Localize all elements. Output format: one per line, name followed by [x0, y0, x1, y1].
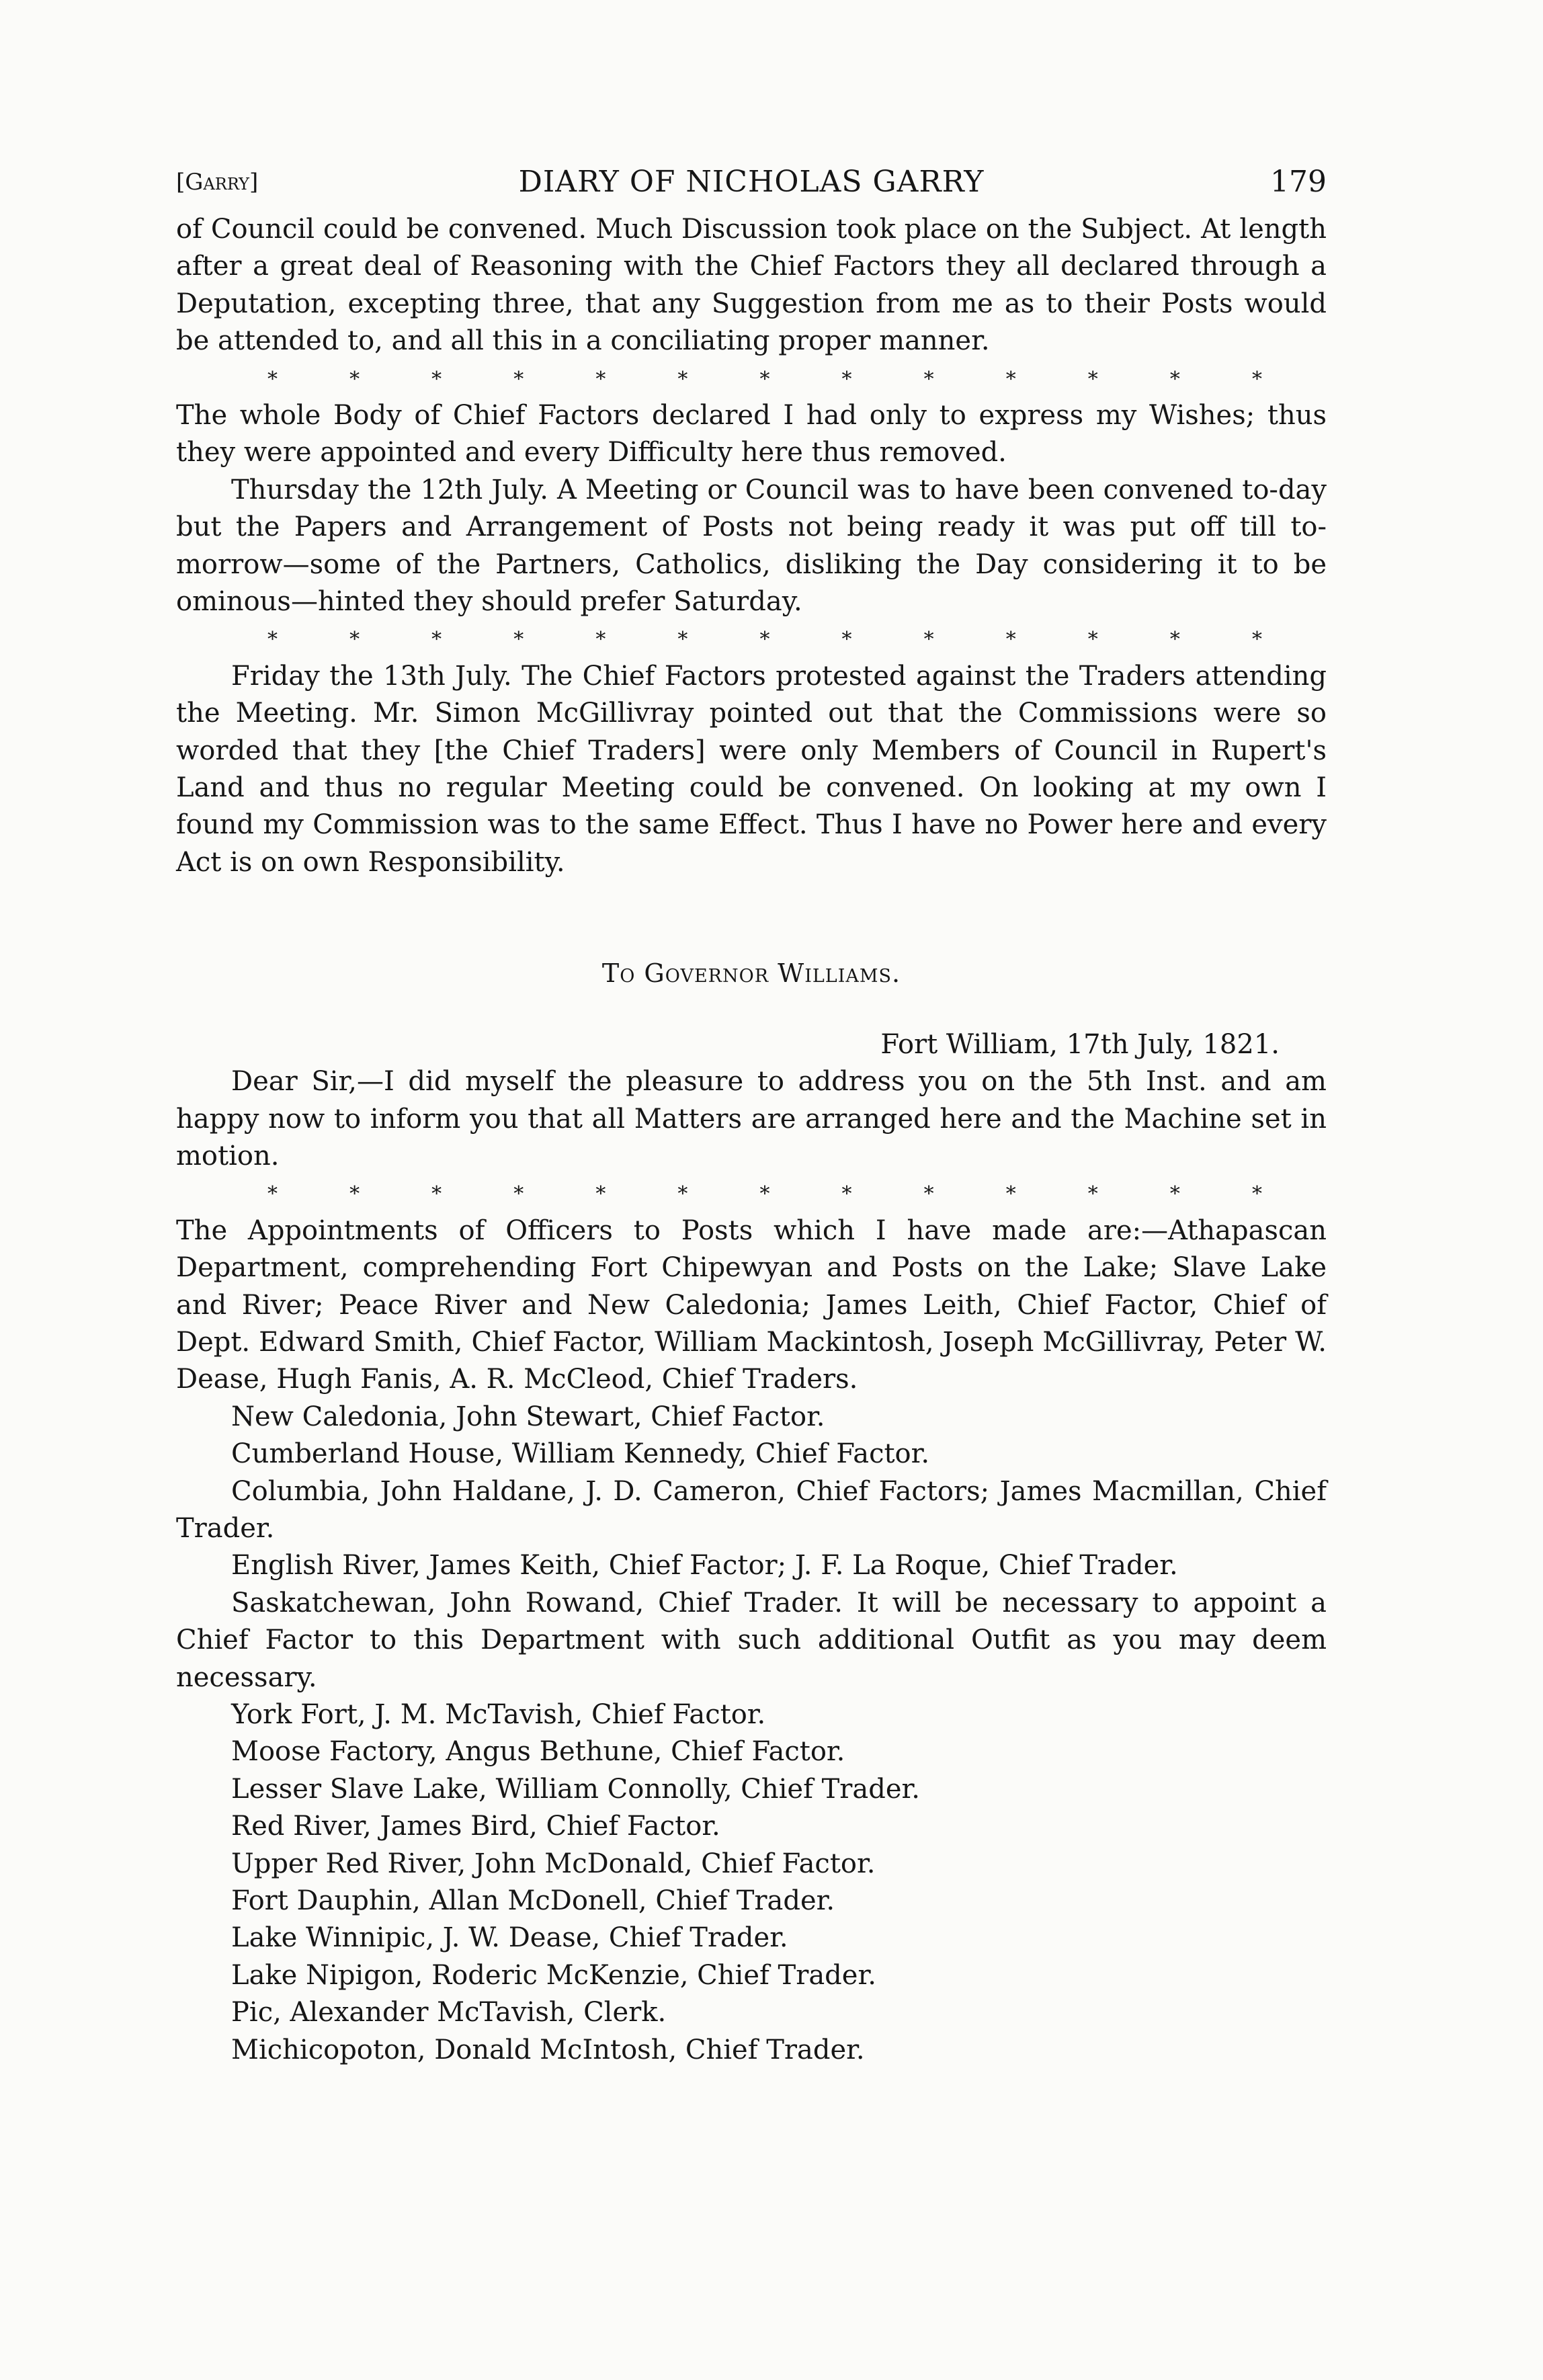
asterisk: *: [1169, 1182, 1180, 1206]
asterisk: *: [1251, 628, 1262, 652]
letter-dateline: Fort William, 17th July, 1821.: [880, 1028, 1280, 1060]
asterisk: *: [513, 367, 524, 391]
asterisk: *: [267, 367, 278, 391]
asterisk: *: [841, 367, 852, 391]
header-left-tag: [Garry]: [176, 169, 259, 196]
paragraph-wishes: The whole Body of Chief Factors declared I had only to express my Wishes; thus they were appointed and every Difficulty here thus removed.: [176, 400, 1327, 468]
asterisk: *: [1169, 367, 1180, 391]
list-item: Red River, James Bird, Chief Factor.: [231, 1811, 720, 1842]
asterisk: *: [1169, 628, 1180, 652]
asterisk: *: [1005, 367, 1016, 391]
asterisk: *: [677, 628, 688, 652]
list-item: Pic, Alexander McTavish, Clerk.: [231, 1997, 667, 2028]
asterisk-divider: [267, 360, 1262, 397]
list-item: New Caledonia, John Stewart, Chief Factor.: [231, 1401, 825, 1432]
list-item: Lake Nipigon, Roderic McKenzie, Chief Trader.: [231, 1959, 876, 1991]
asterisk: *: [513, 628, 524, 652]
asterisk-divider: [267, 1175, 1262, 1212]
asterisk: *: [431, 628, 442, 652]
running-title: DIARY OF NICHOLAS GARRY: [518, 165, 985, 199]
asterisk: *: [513, 1182, 524, 1206]
asterisk: *: [1251, 1182, 1262, 1206]
asterisk: *: [1251, 367, 1262, 391]
asterisk: *: [923, 1182, 934, 1206]
list-item: Lake Winnipic, J. W. Dease, Chief Trader.: [231, 1922, 788, 1954]
asterisk: *: [431, 1182, 442, 1206]
asterisk-divider: [267, 620, 1262, 657]
letter-heading: To Governor Williams.: [601, 958, 901, 989]
asterisk: *: [349, 367, 360, 391]
appointments-list: [176, 1399, 1327, 2069]
asterisk: *: [349, 628, 360, 652]
asterisk: *: [595, 367, 606, 391]
list-item: Moose Factory, Angus Bethune, Chief Factor.: [231, 1736, 845, 1768]
book-page: [176, 160, 1327, 2069]
asterisk: *: [759, 628, 770, 652]
asterisk: *: [431, 367, 442, 391]
running-header: [176, 160, 1327, 204]
list-item: Saskatchewan, John Rowand, Chief Trader. It will be necessary to appoint a Chief Factor to this Department with such additional Outfit as you may deem necessary.: [176, 1587, 1327, 1693]
asterisk: *: [677, 1182, 688, 1206]
list-item: York Fort, J. M. McTavish, Chief Factor.: [231, 1698, 766, 1730]
asterisk: *: [841, 1182, 852, 1206]
asterisk: *: [1005, 628, 1016, 652]
paragraph-council: of Council could be convened. Much Discussion took place on the Subject. At length after a great deal of Reasoning with the Chief Factors they all declared through a Deputation, excepting three, that any Suggestion from me as to their Posts would be attended to, and all this in a conciliating proper manner.: [176, 214, 1327, 357]
paragraph-friday: Friday the 13th July. The Chief Factors protested against the Traders attending the Meeting. Mr. Simon McGillivray pointed out that the Commissions were so worded that they [the Chief Traders] were only Members of Council in Rupert's Land and thus no regular Meeting could be convened. On looking at my own I found my Commission was to the same Effect. Thus I have no Power here and every Act is on own Responsibility.: [176, 660, 1327, 878]
list-item: Fort Dauphin, Allan McDonell, Chief Trader.: [231, 1885, 835, 1917]
asterisk: *: [923, 628, 934, 652]
asterisk: *: [841, 628, 852, 652]
asterisk: *: [1087, 628, 1098, 652]
paragraph-thursday: Thursday the 12th July. A Meeting or Council was to have been convened to-day but the Papers and Arrangement of Posts not being ready it was put off till to-morrow—some of the Partners, Catholics, disliking the Day considering it to be ominous—hinted they should prefer Saturday.: [176, 474, 1327, 618]
letter-salutation-paragraph: Dear Sir,—I did myself the pleasure to address you on the 5th Inst. and am happy now to inform you that all Matters are arranged here and the Machine set in motion.: [176, 1066, 1327, 1172]
asterisk: *: [267, 1182, 278, 1206]
asterisk: *: [677, 367, 688, 391]
asterisk: *: [349, 1182, 360, 1206]
list-item: Columbia, John Haldane, J. D. Cameron, Chief Factors; James Macmillan, Chief Trader.: [176, 1475, 1327, 1544]
letter-appointments-intro: The Appointments of Officers to Posts which I have made are:—Athapascan Department, comprehending Fort Chipewyan and Posts on the Lake; Slave Lake and River; Peace River and New Caledonia; James Leith, Chief Factor, Chief of Dept. Edward Smith, Chief Factor, William Mackintosh, Joseph McGillivray, Peter W. Dease, Hugh Fanis, A. R. McCleod, Chief Traders.: [176, 1215, 1327, 1395]
asterisk: *: [1005, 1182, 1016, 1206]
asterisk: *: [1087, 1182, 1098, 1206]
list-item: Upper Red River, John McDonald, Chief Factor.: [231, 1848, 876, 1879]
asterisk: *: [595, 1182, 606, 1206]
asterisk: *: [595, 628, 606, 652]
asterisk: *: [267, 628, 278, 652]
page-number: 179: [1270, 165, 1327, 199]
list-item: Michicopoton, Donald McIntosh, Chief Trader.: [231, 2034, 865, 2065]
asterisk: *: [759, 367, 770, 391]
list-item: Lesser Slave Lake, William Connolly, Chief Trader.: [231, 1773, 920, 1805]
asterisk: *: [923, 367, 934, 391]
asterisk: *: [759, 1182, 770, 1206]
list-item: Cumberland House, William Kennedy, Chief Factor.: [231, 1438, 930, 1470]
asterisk: *: [1087, 367, 1098, 391]
list-item: English River, James Keith, Chief Factor; J. F. La Roque, Chief Trader.: [231, 1550, 1178, 1582]
